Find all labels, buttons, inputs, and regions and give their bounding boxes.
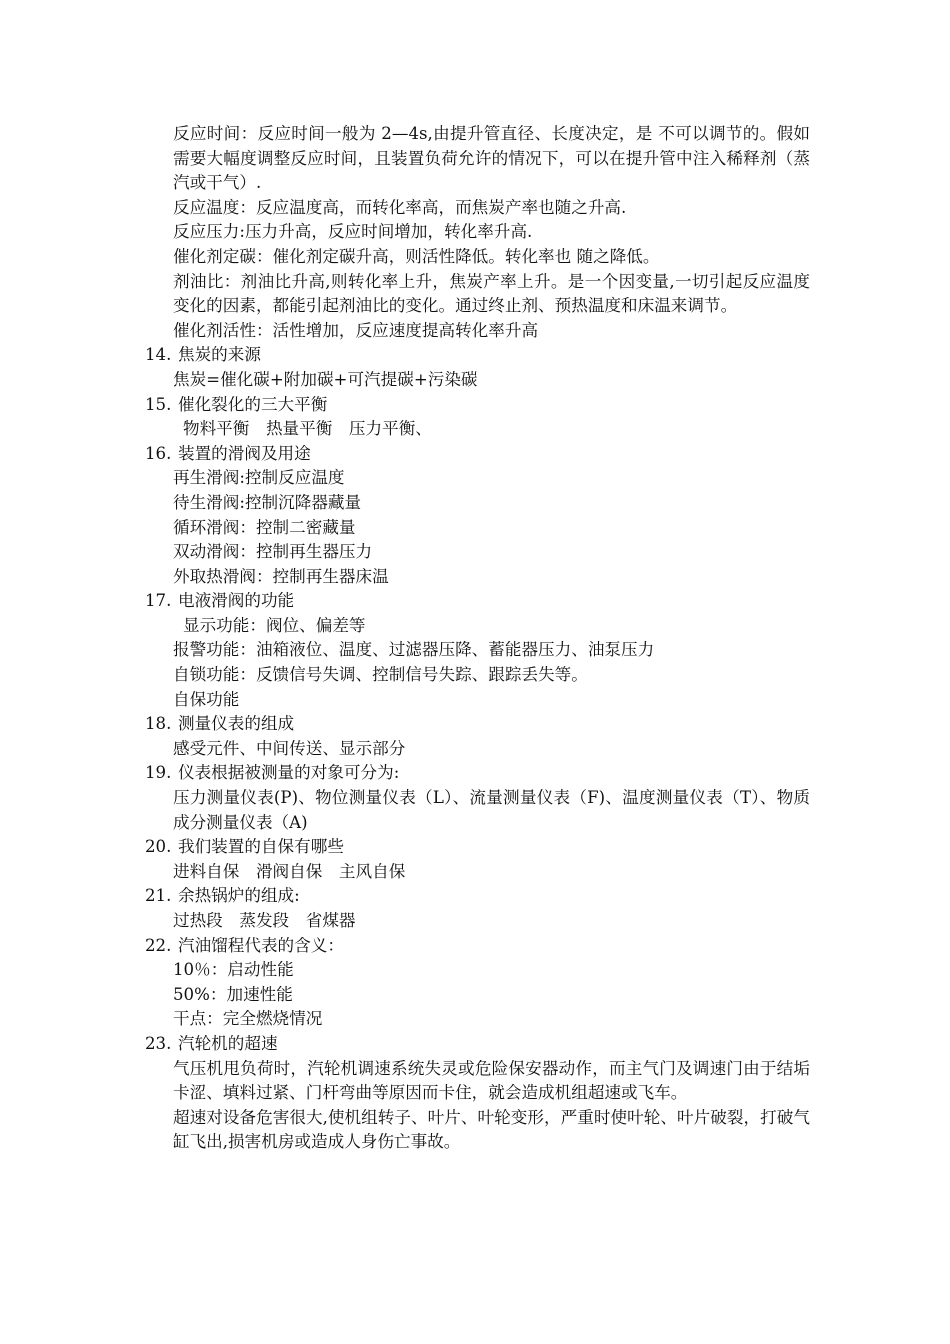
section-number: 22.: [145, 935, 172, 955]
section-number: 23.: [145, 1033, 172, 1053]
section-title: 测量仪表的组成: [178, 714, 295, 734]
section-number: 15.: [145, 394, 172, 414]
section-17-line: 自锁功能：反馈信号失调、控制信号失踪、跟踪丢失等。: [173, 665, 588, 685]
section-heading-15: [145, 393, 810, 418]
section-number: 14.: [145, 345, 172, 365]
section-18-line: 感受元件、中间传送、显示部分: [173, 738, 406, 758]
section-heading-23: [145, 1032, 810, 1057]
paragraph-reaction-time: 反应时间：反应时间一般为 2—4s,由提升管直径、长度决定，是 不可以调节的。假如需要大幅度调整反应时间，且装置负荷允许的情况下，可以在提升管中注入稀释剂（蒸汽或干气）.: [173, 124, 810, 193]
section-17-line: 报警功能：油箱液位、温度、过滤器压降、蓄能器压力、油泵压力: [173, 640, 655, 660]
section-16-line: 外取热滑阀：控制再生器床温: [173, 566, 389, 586]
section-21-line: 过热段 蒸发段 省煤器: [173, 911, 356, 930]
section-number: 19.: [145, 763, 172, 783]
section-20-line: 进料自保 滑阀自保 主风自保: [173, 861, 406, 881]
section-heading-17: [145, 589, 810, 614]
section-heading-14: [145, 343, 810, 368]
section-number: 21.: [145, 886, 172, 906]
document-body: [145, 122, 810, 1155]
section-heading-20: [145, 835, 810, 860]
paragraph-catalyst-carbon: 催化剂定碳：催化剂定碳升高，则活性降低。转化率也 随之降低。: [173, 246, 660, 266]
section-title: 汽油馏程代表的含义：: [178, 935, 344, 955]
section-number: 18.: [145, 714, 172, 734]
section-number: 16.: [145, 443, 172, 463]
section-23-line: 超速对设备危害很大,使机组转子、叶片、叶轮变形，严重时使叶轮、叶片破裂，打破气缸飞出,损害机房或造成人身伤亡事故。: [173, 1107, 810, 1152]
section-19-line: 压力测量仪表(P)、物位测量仪表（L）、流量测量仪表（F)、温度测量仪表（T）、物质成分测量仪表（A): [173, 788, 810, 832]
section-title: 焦炭的来源: [178, 345, 261, 365]
section-title: 余热锅炉的组成:: [178, 886, 300, 906]
section-heading-21: [145, 884, 810, 909]
section-16-line: 待生滑阀:控制沉降器藏量: [173, 492, 362, 512]
section-17-line: 显示功能：阀位、偏差等: [183, 615, 366, 635]
section-heading-18: [145, 712, 810, 737]
section-title: 我们装置的自保有哪些: [178, 837, 344, 857]
section-title: 催化裂化的三大平衡: [178, 394, 328, 414]
section-15-line: 物料平衡 热量平衡 压力平衡、: [183, 419, 432, 439]
paragraph-catalyst-oil-ratio: 剂油比：剂油比升高,则转化率上升，焦炭产率上升。是一个因变量,一切引起反应温度变化的因素，都能引起剂油比的变化。通过终止剂、预热温度和床温来调节。: [173, 271, 810, 316]
section-title: 仪表根据被测量的对象可分为:: [178, 763, 400, 783]
section-22-line: 50%：加速性能: [173, 984, 293, 1004]
section-heading-16: [145, 442, 810, 467]
section-23-line: 气压机甩负荷时，汽轮机调速系统失灵或危险保安器动作，而主气门及调速门由于结垢卡涩、填料过紧、门杆弯曲等原因而卡住，就会造成机组超速或飞车。: [173, 1058, 810, 1103]
section-title: 装置的滑阀及用途: [178, 443, 311, 463]
section-title: 电液滑阀的功能: [178, 591, 295, 611]
section-16-line: 循环滑阀：控制二密藏量: [173, 517, 356, 537]
paragraph-catalyst-activity: 催化剂活性：活性增加，反应速度提高转化率升高: [173, 320, 539, 340]
section-heading-22: [145, 934, 810, 959]
section-number: 20.: [145, 837, 172, 857]
section-16-line: 再生滑阀:控制反应温度: [173, 468, 345, 488]
paragraph-reaction-temperature: 反应温度：反应温度高，而转化率高，而焦炭产率也随之升高.: [173, 197, 627, 217]
section-22-line: 10％：启动性能: [173, 960, 294, 980]
paragraph-reaction-pressure: 反应压力:压力升高，反应时间增加，转化率升高.: [173, 222, 533, 242]
section-16-line: 双动滑阀：控制再生器压力: [173, 542, 373, 562]
section-17-line: 自保功能: [173, 689, 240, 709]
section-14-line: 焦炭=催化碳+附加碳+可汽提碳+污染碳: [173, 369, 478, 389]
section-22-line: 干点：完全燃烧情况: [173, 1009, 323, 1029]
section-heading-19: [145, 761, 810, 786]
section-title: 汽轮机的超速: [178, 1033, 278, 1053]
section-number: 17.: [145, 591, 172, 611]
